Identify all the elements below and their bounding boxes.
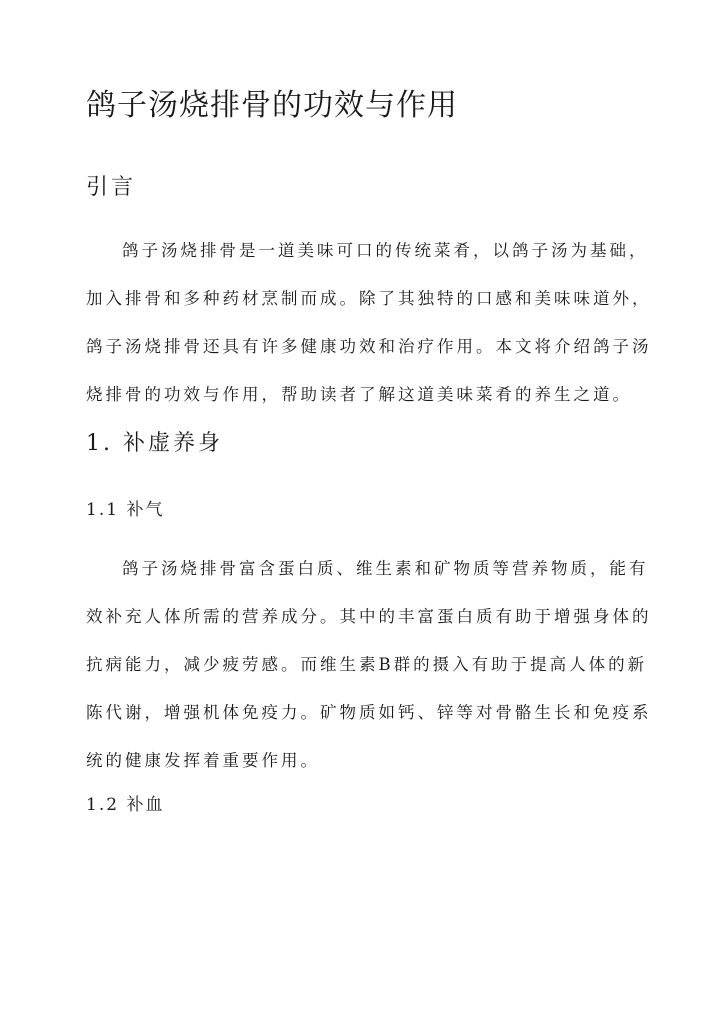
paragraph-line: 抗病能力，减少疲劳感。而维生素B群的摄入有助于提高人体的新 bbox=[86, 655, 648, 674]
subsection-1-1-paragraph bbox=[86, 554, 652, 794]
subsection-heading-1-2: 1.2 补血 bbox=[86, 795, 165, 815]
paragraph-line: 鸽子汤烧排骨是一道美味可口的传统菜肴，以鸽子汤为基础， bbox=[122, 241, 649, 260]
section-heading-1: 1. 补虚养身 bbox=[86, 431, 223, 456]
paragraph-line: 加入排骨和多种药材烹制而成。除了其独特的口感和美味味道外， bbox=[86, 289, 652, 308]
paragraph-line: 烧排骨的功效与作用，帮助读者了解这道美味菜肴的养生之道。 bbox=[86, 385, 632, 404]
paragraph-line: 统的健康发挥着重要作用。 bbox=[86, 751, 320, 770]
paragraph-line: 陈代谢，增强机体免疫力。矿物质如钙、锌等对骨骼生长和免疫系 bbox=[86, 703, 652, 722]
subsection-heading-1-1: 1.1 补气 bbox=[86, 500, 165, 520]
section-heading-intro: 引言 bbox=[86, 175, 137, 200]
paragraph-line: 效补充人体所需的营养成分。其中的丰富蛋白质有助于增强身体的 bbox=[86, 607, 652, 626]
intro-paragraph bbox=[86, 236, 652, 428]
document-title: 鸽子汤烧排骨的功效与作用 bbox=[86, 88, 458, 123]
paragraph-line: 鸽子汤烧排骨还具有许多健康功效和治疗作用。本文将介绍鸽子汤 bbox=[86, 337, 652, 356]
paragraph-line: 鸽子汤烧排骨富含蛋白质、维生素和矿物质等营养物质，能有 bbox=[122, 559, 649, 578]
